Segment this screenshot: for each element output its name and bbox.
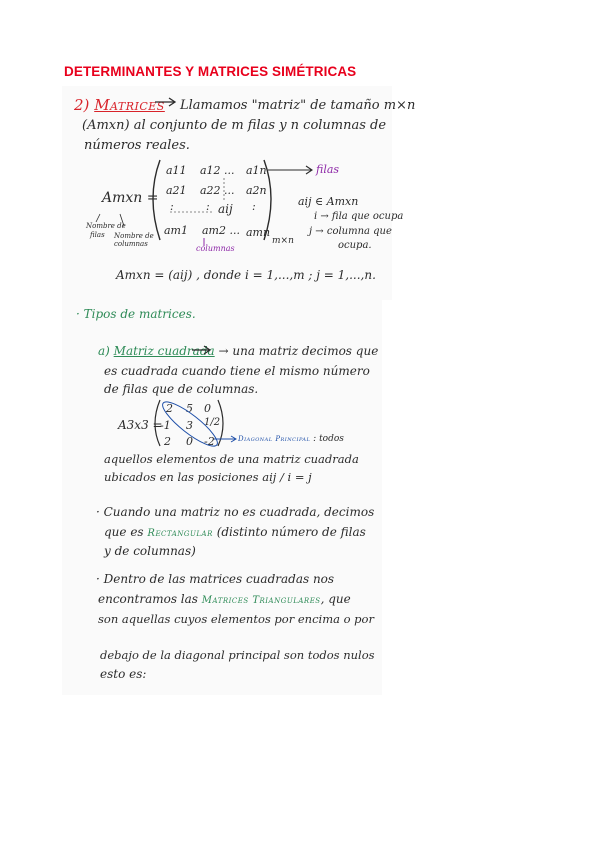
square-line1-rest: → una matriz decimos que	[218, 344, 379, 358]
matrix-cell-r3c3: :	[252, 200, 256, 213]
square-label-word: Matriz cuadrada	[113, 344, 215, 358]
square-line4: aquellos elementos de una matriz cuadrada	[104, 452, 359, 466]
page-title: DETERMINANTES Y MATRICES SIMÉTRICAS	[64, 64, 357, 79]
label-arrow-columnas	[120, 214, 124, 226]
matrix-cell-r2c2: a22 ...	[200, 184, 235, 197]
a3x3-label: A3x3 =	[118, 418, 163, 432]
amxn-note-columnas: Nombre de columnas	[114, 232, 154, 248]
matrix-cell-r4c1: am1	[164, 224, 188, 237]
ex-cell-r2c3: 1/2	[204, 417, 221, 428]
ex-cell-r1c2: 5	[186, 402, 193, 415]
diagonal-label: Diagonal Principal	[238, 435, 311, 443]
matrices-intro-line1: Llamamos "matriz" de tamaño m×n	[180, 98, 416, 113]
filas-label: filas	[316, 163, 340, 176]
columna-note1: j → columna que	[309, 226, 392, 237]
ex-cell-r1c3: 0	[204, 402, 211, 415]
diagonal-rest: : todos	[313, 434, 344, 444]
rect-word: Rectangular	[147, 528, 213, 539]
heading-arrow	[155, 98, 175, 106]
amxn-note-filas2: filas	[90, 231, 105, 239]
matrix-cell-r4c3: amn	[246, 226, 271, 239]
matrix-cell-r1c1: a11	[166, 164, 187, 177]
ex-cell-r3c2: 0	[186, 435, 193, 448]
matrix-cell-r1c2: a12 ...	[200, 164, 235, 177]
diagonal-ellipse	[158, 396, 223, 452]
ex-cell-r2c1: -1	[160, 419, 171, 432]
amxn-label: Amxn =	[102, 190, 159, 206]
matrix-cell-r3c1: :	[170, 200, 174, 213]
tri-line1: · Dentro de las matrices cuadradas nos	[96, 572, 335, 586]
ex-cell-r1c1: 2	[166, 402, 173, 415]
tri-word: Matrices Triangulares	[201, 595, 321, 606]
tri-line5: esto es:	[100, 667, 147, 681]
tri-line2-post: , que	[320, 592, 351, 606]
matrix-size-subscript: m×n	[272, 236, 294, 246]
ex-cell-r2c2: 3	[186, 419, 193, 432]
fila-note: i → fila que ocupa	[314, 211, 404, 222]
tri-line4: debajo de la diagonal principal son todos nulos	[100, 648, 375, 662]
rect-line1: · Cuando una matriz no es cuadrada, decimos	[96, 505, 375, 519]
matrices-heading-word: Matrices	[94, 96, 165, 114]
tri-line2-pre: encontramos las	[98, 592, 198, 606]
square-line3: de filas que de columnas.	[104, 382, 259, 396]
ex-cell-r3c1: 2	[164, 435, 171, 448]
rect-line2-pre: que es	[104, 525, 144, 539]
matrices-heading-number: 2)	[74, 96, 90, 114]
aij-membership: aij ∈ Amxn	[298, 195, 359, 208]
matrix-cell-r3c2: :	[206, 200, 210, 213]
label-arrow-filas	[96, 214, 100, 222]
compact-notation: Amxn = (aij) , donde i = 1,...,m ; j = 1,...,n.	[116, 268, 376, 282]
intro-line2-rest: al conjunto de m filas y n columnas de	[133, 118, 387, 133]
ex-cell-r3c3: -2	[204, 435, 215, 448]
matrix-right-paren	[264, 160, 271, 240]
rect-line2-post: (distinto número de filas	[216, 525, 366, 539]
square-line2: es cuadrada cuando tiene el mismo número	[104, 364, 370, 378]
matrix-left-paren	[153, 160, 160, 240]
square-line5: ubicados en las posiciones aij / i = j	[104, 470, 312, 484]
amxn-note-filas1: Nombre de	[86, 222, 126, 230]
square-label-number: a)	[98, 344, 110, 358]
columna-note2: ocupa.	[338, 240, 372, 251]
tri-line3: son aquellas cuyos elementos por encima o por	[98, 612, 374, 626]
matrix-cell-r2c1: a21	[166, 184, 187, 197]
matrix-cell-r2c3: a2n	[246, 184, 267, 197]
matrix-cell-r4c2: am2 ...	[202, 224, 240, 237]
matrix-cell-r1c3: a1n	[246, 164, 267, 177]
rect-line3: y de columnas)	[104, 544, 196, 558]
ex-left-paren	[155, 400, 160, 446]
matrices-intro-line3: números reales.	[84, 138, 190, 153]
filas-arrow	[268, 166, 312, 174]
types-heading: · Tipos de matrices.	[76, 307, 196, 321]
amxn-paren: (Amxn)	[82, 118, 130, 133]
matrix-center-aij: aij	[218, 202, 233, 216]
columnas-label: columnas	[196, 244, 235, 253]
square-arrow	[192, 346, 210, 354]
